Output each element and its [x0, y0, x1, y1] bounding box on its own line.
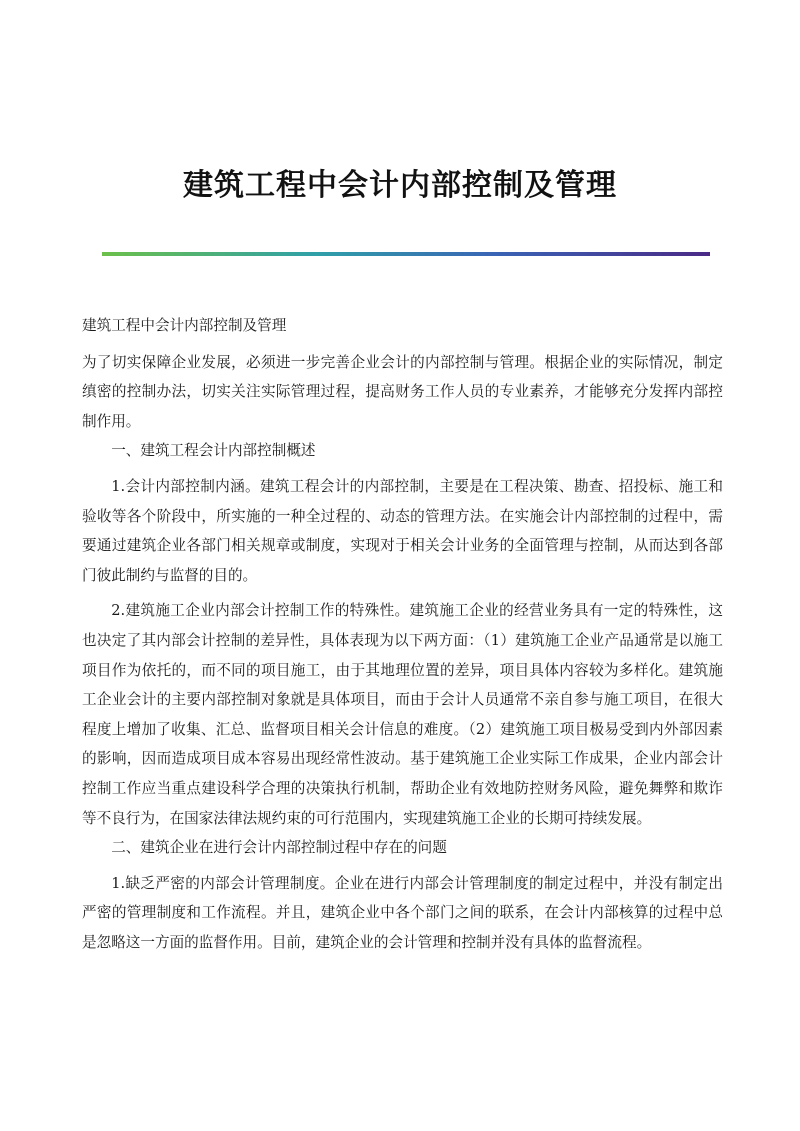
document-subtitle: 建筑工程中会计内部控制及管理 [82, 317, 287, 334]
paragraph-1-2: 2.建筑施工企业内部会计控制工作的特殊性。建筑施工企业的经营业务具有一定的特殊性，这也决定了其内部会计控制的差异性，具体表现为以下两方面：（1）建筑施工企业产品通常是以施工项目作为依托的，而不同的项目施工，由于其地理位置的差异，项目具体内容较为多样化。建筑施工企业会计的主要内部控制对象就是具体项目，而由于会计人员通常不亲自参与施工项目，在很大程度上增加了收集、汇总、监督项目相关会计信息的难度。（2）建筑施工项目极易受到内外部因素的影响，因而造成项目成本容易出现经常性波动。基于建筑施工企业实际工作成果，企业内部会计控制工作应当重点建设科学合理的决策执行机制，帮助企业有效地防控财务风险，避免舞弊和欺诈等不良行为，在国家法律法规约束的可行范围内，实现建筑施工企业的长期可持续发展。 [82, 602, 723, 827]
document-body [82, 311, 723, 957]
section-heading-1: 一、建筑工程会计内部控制概述 [111, 442, 316, 460]
title-divider [102, 252, 710, 256]
paragraph-intro: 为了切实保障企业发展，必须进一步完善企业会计的内部控制与管理。根据企业的实际情况，制定缜密的控制办法，切实关注实际管理过程，提高财务工作人员的专业素养，才能够充分发挥内部控制作用。 [82, 353, 723, 430]
section-heading-2: 二、建筑企业在进行会计内部控制过程中存在的问题 [111, 839, 447, 857]
document-title: 建筑工程中会计内部控制及管理 [183, 168, 617, 203]
paragraph-2-1: 1.缺乏严密的内部会计管理制度。企业在进行内部会计管理制度的制定过程中，并没有制定出严密的管理制度和工作流程。并且，建筑企业中各个部门之间的联系，在会计内部核算的过程中总是忽略这一方面的监督作用。目前，建筑企业的会计管理和控制并没有具体的监督流程。 [82, 874, 723, 951]
paragraph-1-1: 1.会计内部控制内涵。建筑工程会计的内部控制，主要是在工程决策、勘查、招投标、施工和验收等各个阶段中，所实施的一种全过程的、动态的管理方法。在实施会计内部控制的过程中，需要通过建筑企业各部门相关规章或制度，实现对于相关会计业务的全面管理与控制，从而达到各部门彼此制约与监督的目的。 [82, 477, 723, 584]
